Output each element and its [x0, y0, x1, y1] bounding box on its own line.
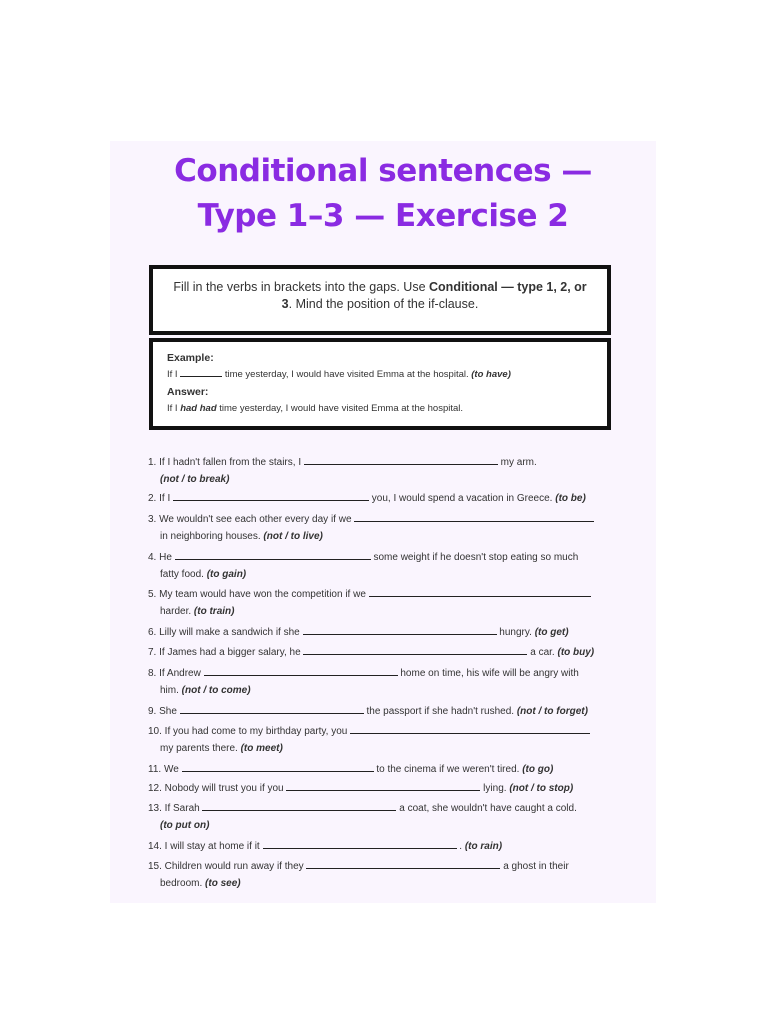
- question-line: [148, 603, 618, 620]
- question-line: [148, 682, 618, 699]
- question-text: 12. Nobody will trust you if you: [148, 783, 287, 794]
- verb-hint: (not / to live): [263, 531, 323, 542]
- question-line: [148, 780, 618, 797]
- question-line: [148, 624, 618, 641]
- question-line: [148, 528, 618, 545]
- question-10: [148, 723, 618, 757]
- verb-hint: (not / to come): [181, 685, 251, 696]
- verb-hint: (to meet): [240, 743, 283, 754]
- question-line: [148, 800, 618, 817]
- answer-verb: had had: [180, 403, 217, 414]
- title-line-1: Conditional sentences —: [174, 153, 592, 189]
- question-text: the passport if she hadn't rushed.: [363, 706, 517, 717]
- verb-hint: (to see): [205, 878, 241, 889]
- verb-hint: (not / to break): [160, 474, 230, 485]
- question-text: a car.: [527, 647, 558, 658]
- instructions-bold: Conditional — type 1, 2, or 3: [281, 280, 587, 311]
- question-text: 2. If I: [148, 493, 174, 504]
- verb-hint: (to rain): [464, 841, 503, 852]
- answer-label: Answer:: [167, 386, 209, 398]
- example-blank: [180, 367, 222, 377]
- question-line: [148, 703, 618, 720]
- verb-hint: (to buy): [557, 647, 595, 658]
- question-line: [148, 858, 618, 875]
- verb-hint: (to go): [522, 764, 554, 775]
- title-line-2: Type 1–3 — Exercise 2: [197, 198, 569, 234]
- example-label: Example:: [167, 352, 214, 364]
- question-line: [148, 490, 618, 507]
- question-5: [148, 586, 618, 620]
- question-text: 11. We: [148, 764, 182, 775]
- question-line: [148, 586, 618, 603]
- question-line: [148, 566, 618, 583]
- question-line: [148, 511, 618, 528]
- answer-text: If I: [167, 403, 181, 414]
- example-text: If I: [167, 369, 181, 380]
- question-text: 3. We wouldn't see each other every day if we: [148, 514, 355, 525]
- question-line: [148, 471, 618, 488]
- example-text-end: time yesterday, I would have visited Emma at the hospital.: [222, 369, 472, 380]
- question-text: lying.: [480, 783, 510, 794]
- question-line: [148, 549, 618, 566]
- question-text: 5. My team would have won the competition if we: [148, 589, 369, 600]
- answer-text-end: time yesterday, I would have visited Emma at the hospital.: [216, 403, 464, 414]
- question-text: a coat, she wouldn't have caught a cold.: [396, 803, 577, 814]
- question-6: [148, 624, 618, 641]
- question-text: 7. If James had a bigger salary, he: [148, 647, 304, 658]
- question-text: my parents there.: [160, 743, 241, 754]
- answer-blank[interactable]: [173, 491, 369, 501]
- example-sentence: [167, 366, 597, 384]
- verb-hint: (to get): [534, 627, 569, 638]
- question-text: him.: [160, 685, 182, 696]
- question-text: 4. He: [148, 552, 175, 563]
- question-2: [148, 490, 618, 507]
- question-1: [148, 454, 618, 488]
- question-text: 10. If you had come to my birthday party, you: [148, 726, 351, 737]
- question-text: 13. If Sarah: [148, 803, 203, 814]
- question-text: 9. She: [148, 706, 180, 717]
- question-text: to the cinema if we weren't tired.: [373, 764, 523, 775]
- question-text: .: [456, 841, 465, 852]
- question-text: in neighboring houses.: [160, 531, 264, 542]
- question-line: [148, 761, 618, 778]
- verb-hint: (to put on): [160, 820, 210, 831]
- question-line: [148, 875, 618, 892]
- question-text: hungry.: [496, 627, 535, 638]
- question-line: [148, 838, 618, 855]
- question-text: you, I would spend a vacation in Greece.: [369, 493, 556, 504]
- verb-hint: (to be): [555, 493, 586, 504]
- question-8: [148, 665, 618, 699]
- answer-blank[interactable]: [303, 625, 497, 635]
- question-line: [148, 723, 618, 740]
- answer-blank[interactable]: [263, 839, 457, 849]
- instructions-box: [149, 265, 611, 335]
- verb-hint: (not / to stop): [509, 783, 574, 794]
- answer-blank[interactable]: [306, 859, 500, 869]
- question-text: bedroom.: [160, 878, 206, 889]
- example-hint: (to have): [471, 369, 511, 380]
- question-line: [148, 817, 618, 834]
- question-11: [148, 761, 618, 778]
- question-text: some weight if he doesn't stop eating so much: [370, 552, 579, 563]
- answer-sentence: [167, 400, 597, 418]
- answer-blank[interactable]: [175, 550, 371, 560]
- verb-hint: (not / to forget): [516, 706, 588, 717]
- answer-blank[interactable]: [354, 512, 594, 522]
- question-15: [148, 858, 618, 892]
- question-text: a ghost in their: [500, 861, 569, 872]
- answer-blank[interactable]: [204, 666, 398, 676]
- question-9: [148, 703, 618, 720]
- page-title: [110, 149, 656, 239]
- worksheet: [110, 141, 656, 903]
- question-text: fatty food.: [160, 569, 207, 580]
- answer-blank[interactable]: [182, 762, 374, 772]
- question-text: 8. If Andrew: [148, 668, 204, 679]
- answer-blank[interactable]: [202, 801, 396, 811]
- question-text: 1. If I hadn't fallen from the stairs, I: [148, 457, 304, 468]
- question-14: [148, 838, 618, 855]
- question-text: my arm.: [497, 457, 537, 468]
- answer-blank[interactable]: [286, 781, 480, 791]
- verb-hint: (to train): [193, 606, 235, 617]
- example-box: [149, 338, 611, 430]
- question-line: [148, 454, 618, 471]
- question-text: 14. I will stay at home if it: [148, 841, 263, 852]
- answer-blank[interactable]: [303, 645, 527, 655]
- answer-blank[interactable]: [304, 455, 498, 465]
- answer-blank[interactable]: [350, 724, 590, 734]
- verb-hint: (to gain): [206, 569, 247, 580]
- question-text: 6. Lilly will make a sandwich if she: [148, 627, 303, 638]
- instructions-text: Fill in the verbs in brackets into the gaps. Use: [173, 280, 430, 294]
- answer-blank[interactable]: [369, 587, 591, 597]
- question-line: [148, 740, 618, 757]
- question-7: [148, 644, 618, 661]
- question-line: [148, 644, 618, 661]
- question-text: 15. Children would run away if they: [148, 861, 307, 872]
- instructions-text-end: . Mind the position of the if-clause.: [288, 297, 479, 311]
- question-3: [148, 511, 618, 545]
- answer-blank[interactable]: [180, 704, 364, 714]
- question-text: home on time, his wife will be angry with: [397, 668, 579, 679]
- question-12: [148, 780, 618, 797]
- question-line: [148, 665, 618, 682]
- question-text: harder.: [160, 606, 194, 617]
- question-4: [148, 549, 618, 583]
- question-13: [148, 800, 618, 834]
